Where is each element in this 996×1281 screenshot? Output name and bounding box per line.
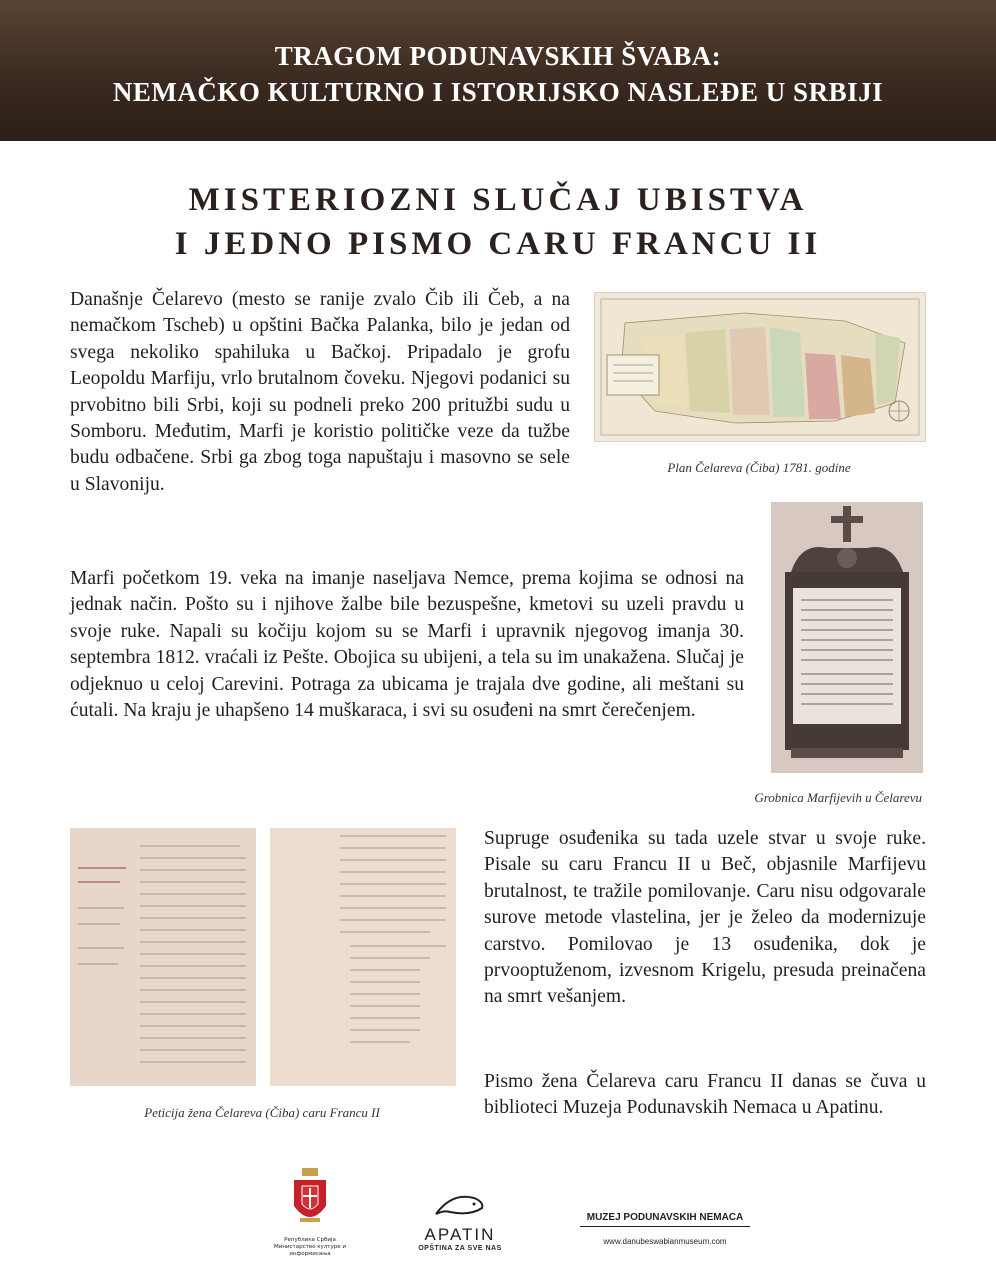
map-image (594, 292, 926, 442)
header-banner (0, 0, 996, 141)
petition-caption: Peticija žena Čelareva (Čiba) caru Francu II (144, 1105, 380, 1120)
petition-page-2-illustration (270, 828, 456, 1086)
fish-icon (430, 1190, 490, 1220)
serbia-ministry-logo (255, 1166, 365, 1258)
paragraph-museum: Pismo žena Čelareva caru Francu II danas se čuva u biblioteci Muzeja Podunavskih Nemaca u Apatinu. (484, 1071, 926, 1119)
map-illustration (595, 293, 925, 441)
paragraph-murder: Marfi početkom 19. veka na imanje naseljava Nemce, prema kojima se odnosi na jednak način. Pošto su i njihove žalbe bile bezuspešne, kmetovi su uzeli pravdu u svoje ruke. Napali su kočiju kojom su se Marfi i upravnik njegovog imanja 30. septembra 1812. vraćali iz Pešte. Obojica su ubijeni, a tela su im unakažena. Slučaj je odjeknuo u celoj Carevini. Potraga za ubicama je trajala dve godine, ali meštani su ćutali. Na kraju je uhapšeno 14 muškaraca, i svi su osuđeni na smrt čerečenjem. (70, 568, 744, 722)
page-title-line1: MISTERIOZNI SLUČAJ UBISTVA (188, 182, 808, 218)
tomb-image (771, 502, 923, 773)
map-caption: Plan Čelareva (Čiba) 1781. godine (667, 460, 851, 475)
paragraph-intro: Današnje Čelarevo (mesto se ranije zvalo Čib ili Čeb, a na nemačkom Tscheb) u opštini Bačka Palanka, bilo je jedan od svega nekoliko spahiluka u Bačkoj. Pripadalo je grofu Leopoldu Marfiju, vrlo brutalnom čoveku. Njegovi podanici su prvobitno bili Srbi, koji su podneli preko 200 pritužbi sudu u Somboru. Međutim, Marfi je koristio političke veze da tužbe budu odbačene. Srbi ga zbog toga napuštaju i masovno se sele u Slavoniju. (70, 289, 570, 495)
apatin-logo (410, 1190, 510, 1252)
serbia-line1: Република Србија (284, 1237, 336, 1243)
header-title-line2: NEMAČKO KULTURNO I ISTORIJSKO NASLEĐE U SRBIJI (112, 77, 884, 107)
apatin-subtitle: OPŠTINA ZA SVE NAS (418, 1245, 502, 1252)
serbia-line2: Министарство културе и информисања (274, 1244, 346, 1257)
tomb-illustration (771, 502, 923, 773)
petition-page-1-illustration (70, 828, 256, 1086)
muzej-name: MUZEJ PODUNAVSKIH NEMACA (580, 1212, 750, 1227)
page-title-line2: I JEDNO PISMO CARU FRANCU II (174, 226, 822, 262)
tomb-caption: Grobnica Marfijevih u Čelarevu (754, 790, 922, 805)
serbia-coat-of-arms-icon (290, 1166, 330, 1232)
apatin-name: APATIN (424, 1225, 496, 1244)
muzej-url: www.danubeswabianmuseum.com (603, 1237, 727, 1246)
muzej-logo (580, 1212, 750, 1246)
petition-page-2-image (270, 828, 456, 1086)
page-title (0, 178, 996, 266)
petition-page-1-image (70, 828, 256, 1086)
header-title-line1: TRAGOM PODUNAVSKIH ŠVABA: (274, 41, 722, 71)
paragraph-petition: Supruge osuđenika su tada uzele stvar u svoje ruke. Pisale su caru Francu II u Beč, objasnile Marfijevu brutalnost, te tražile pomilovanje. Caru nisu odgovarale surove metode vlastelina, jer je želeo da modernizuje carstvo. Pomilovao je 13 osuđenika, dok je prvooptuženom, izvesnom Krigelu, presuda preinačena na smrt vešanjem. (484, 828, 926, 1008)
